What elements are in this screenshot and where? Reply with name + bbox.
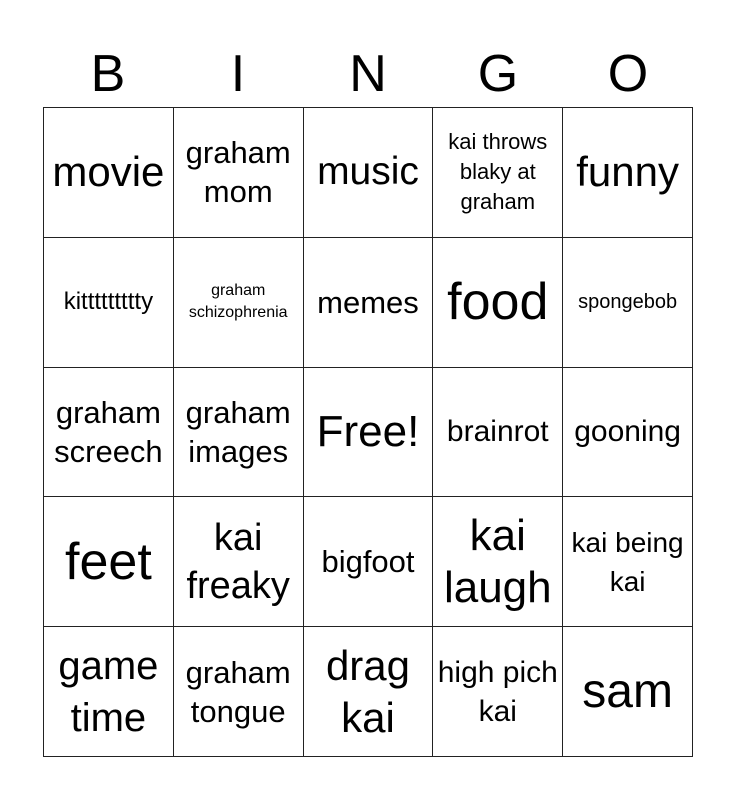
cell-label: memes [317,284,419,320]
free-space[interactable] [304,368,434,498]
cell-label: game time [58,643,159,740]
cell-label: graham tongue [185,654,291,729]
bingo-cell[interactable] [563,497,693,627]
cell-label: kai throws blaky at graham [448,129,548,215]
bingo-cell[interactable] [563,238,693,368]
bingo-cell[interactable] [304,108,434,238]
cell-label: kai freaky [186,516,290,607]
bingo-cell[interactable] [44,497,174,627]
cell-label: bigfoot [321,544,415,580]
bingo-cell[interactable] [44,108,174,238]
bingo-cell[interactable] [174,497,304,627]
bingo-cell[interactable] [304,627,434,757]
header-letter-i: I [230,45,246,103]
bingo-cell[interactable] [304,238,434,368]
cell-label: high pich kai [437,655,558,728]
cell-label: kai being kai [571,526,684,597]
header-letter-g: G [477,45,519,103]
bingo-cell[interactable] [44,368,174,498]
cell-label: kai laugh [443,510,552,612]
bingo-cell[interactable] [563,627,693,757]
cell-label: graham images [185,394,291,469]
cell-label: funny [576,148,679,196]
bingo-cell[interactable] [44,238,174,368]
cell-label: drag kai [325,641,411,741]
bingo-cell[interactable] [433,368,563,498]
bingo-cell[interactable] [433,497,563,627]
bingo-cell[interactable] [44,627,174,757]
bingo-cell[interactable] [563,368,693,498]
bingo-cell[interactable] [433,108,563,238]
cell-label: graham screech [54,394,163,469]
bingo-cell[interactable] [174,368,304,498]
bingo-cell[interactable] [304,497,434,627]
bingo-header [43,40,693,108]
bingo-cell[interactable] [433,238,563,368]
cell-label: spongebob [578,290,678,313]
bingo-cell[interactable] [433,627,563,757]
cell-label: Free! [316,406,420,456]
bingo-card [43,107,693,757]
header-letter-b: B [90,45,126,103]
bingo-cell[interactable] [563,108,693,238]
bingo-cell[interactable] [174,108,304,238]
cell-label: movie [52,148,165,196]
bingo-cell[interactable] [174,238,304,368]
header-letter-n: N [349,45,387,103]
cell-label: gooning [574,415,681,449]
cell-label: graham schizophrenia [188,282,288,322]
bingo-cell[interactable] [174,627,304,757]
cell-label: kittttttttty [63,288,154,316]
cell-label: brainrot [446,415,549,449]
header-letter-o: O [607,45,649,103]
cell-label: graham mom [185,135,291,210]
cell-label: music [317,150,419,194]
cell-label: food [447,273,549,332]
cell-label: sam [582,664,673,718]
cell-label: feet [65,532,152,591]
